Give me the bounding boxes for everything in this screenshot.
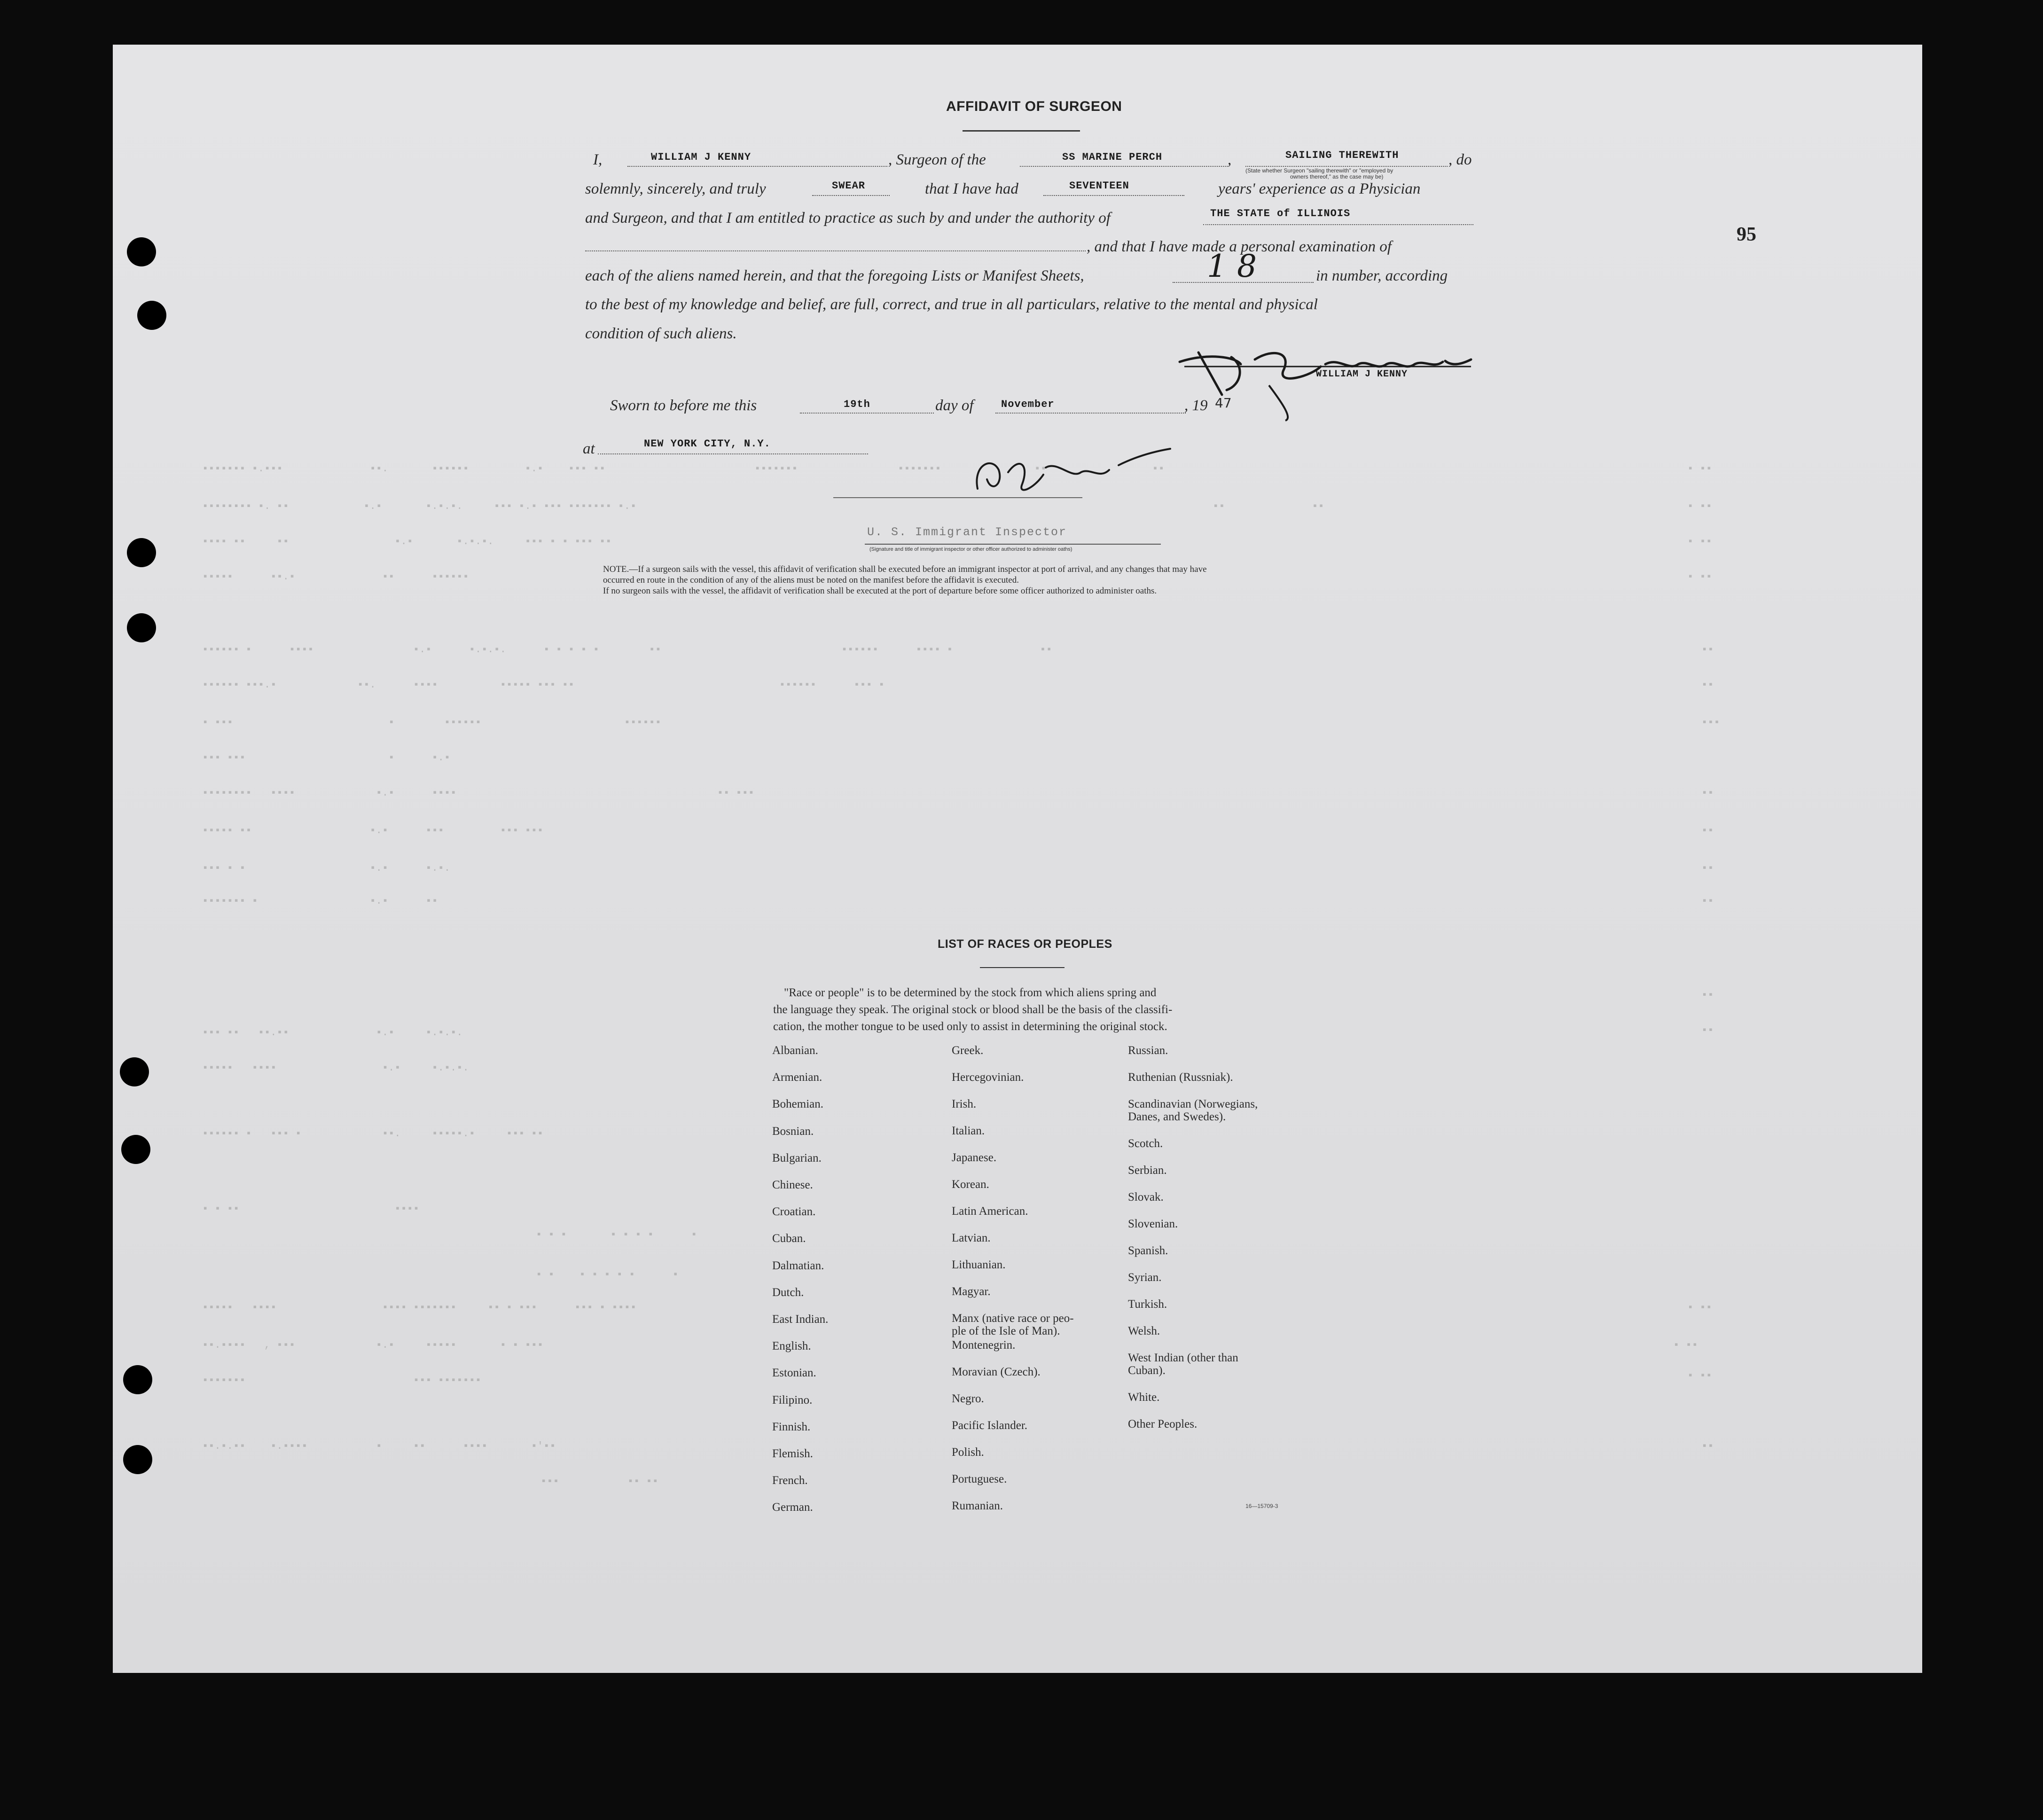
binder-hole: [121, 1135, 150, 1164]
race-item: Montenegrin.: [952, 1339, 1016, 1351]
race-item: Scotch.: [1128, 1137, 1163, 1150]
affidavit-title: AFFIDAVIT OF SURGEON: [946, 99, 1122, 114]
race-item: Other Peoples.: [1128, 1418, 1198, 1430]
signature-typed-name: WILLIAM J KENNY: [1316, 369, 1408, 380]
i-label: I,: [593, 151, 603, 168]
binder-hole: [127, 237, 156, 266]
race-item: Korean.: [952, 1178, 989, 1191]
line2-b: that I have had: [925, 180, 1018, 197]
sworn-month: November: [1001, 398, 1055, 410]
race-item: Bosnian.: [772, 1125, 814, 1138]
race-item: Japanese.: [952, 1151, 997, 1164]
race-item: Slovak.: [1128, 1191, 1164, 1203]
line4: , and that I have made a personal examination of: [1087, 238, 1392, 255]
sailing-note-2: owners thereof," as the case may be): [1290, 173, 1384, 180]
race-item: Latvian.: [952, 1232, 991, 1244]
race-item: Syrian.: [1128, 1271, 1162, 1284]
race-item: Cuban.: [772, 1232, 806, 1245]
page-number: 95: [1737, 224, 1756, 245]
binder-hole: [127, 538, 156, 567]
inspector-signature: [963, 446, 1180, 503]
race-item: Welsh.: [1128, 1325, 1160, 1337]
years-blank: [1043, 195, 1184, 196]
races-intro-2: the language they speak. The original stock or blood shall be the basis of the classifi-: [773, 1003, 1173, 1016]
race-item: Filipino.: [772, 1394, 813, 1406]
race-item: Turkish.: [1128, 1298, 1167, 1311]
race-item: Scandinavian (Norwegians,: [1128, 1098, 1258, 1110]
binder-hole: [123, 1365, 152, 1394]
sailing-blank: [1245, 166, 1448, 167]
race-item: Polish.: [952, 1446, 984, 1459]
race-item: Estonian.: [772, 1367, 816, 1379]
race-item: Russian.: [1128, 1044, 1168, 1057]
binder-hole: [137, 301, 166, 330]
race-item: Dutch.: [772, 1286, 804, 1299]
inspector-caption: (Signature and title of immigrant inspector or other officer authorized to administer oaths): [869, 547, 1072, 552]
race-item: Irish.: [952, 1098, 977, 1110]
authority-blank: [1203, 224, 1473, 225]
race-item: East Indian.: [772, 1313, 829, 1326]
races-intro-1: "Race or people" is to be determined by the stock from which aliens spring and: [784, 986, 1157, 999]
race-item: Latin American.: [952, 1205, 1028, 1218]
race-item: Magyar.: [952, 1285, 991, 1298]
day-of-label: day of: [935, 397, 974, 414]
race-item: Albanian.: [772, 1044, 818, 1057]
sailing-status: SAILING THEREWITH: [1285, 149, 1399, 161]
race-item: Armenian.: [772, 1071, 822, 1084]
note-line-3: If no surgeon sails with the vessel, the affidavit of verification shall be executed at the port of departure before some officer authorized to administer oaths.: [603, 586, 1157, 596]
races-intro-3: cation, the mother tongue to be used only to assist in determining the original stock.: [773, 1020, 1167, 1033]
sworn-day: 19th: [844, 398, 870, 410]
sworn-label: Sworn to before me this: [610, 397, 757, 414]
sheets-count: 18: [1207, 248, 1267, 284]
authority: THE STATE of ILLINOIS: [1210, 208, 1351, 219]
surgeon-name: WILLIAM J KENNY: [651, 151, 751, 163]
note-line-1: NOTE.—If a surgeon sails with the vessel, this affidavit of verification shall be executed before an immigrant inspector at port of arrival, and any changes that may have: [603, 564, 1207, 574]
race-item: Manx (native race or peo-: [952, 1312, 1074, 1325]
surgeon-name-blank: [627, 166, 887, 167]
form-code: 16—15709-3: [1245, 1503, 1278, 1509]
line7: condition of such aliens.: [585, 325, 737, 342]
race-item: Portuguese.: [952, 1473, 1007, 1485]
sailing-note-1: (State whether Surgeon "sailing therewith" or "employed by: [1245, 167, 1393, 174]
line2-c: years' experience as a Physician: [1218, 180, 1421, 197]
surgeon-of-label: , Surgeon of the: [888, 151, 986, 168]
race-item: White.: [1128, 1391, 1160, 1404]
race-item: Chinese.: [772, 1179, 813, 1191]
location-blank: [598, 453, 868, 454]
inspector-signature-line: [833, 497, 1082, 498]
race-item: West Indian (other than: [1128, 1351, 1238, 1364]
race-item: Negro.: [952, 1392, 984, 1405]
race-item: Spanish.: [1128, 1244, 1168, 1257]
line6: to the best of my knowledge and belief, are full, correct, and true in all particulars, relative to the mental and physical: [585, 296, 1318, 313]
do-label: , do: [1448, 151, 1472, 168]
race-item: Danes, and Swedes).: [1128, 1110, 1226, 1123]
race-item: Lithuanian.: [952, 1258, 1006, 1271]
sworn-month-blank: [995, 413, 1186, 414]
race-item: Finnish.: [772, 1421, 811, 1433]
race-item: Serbian.: [1128, 1164, 1167, 1177]
year-prefix: , 19: [1184, 397, 1208, 414]
race-item: ple of the Isle of Man).: [952, 1325, 1060, 1337]
race-item: German.: [772, 1501, 813, 1514]
binder-hole: [123, 1445, 152, 1474]
binder-hole: [127, 613, 156, 642]
race-item: Bulgarian.: [772, 1152, 822, 1164]
races-title: LIST OF RACES OR PEOPLES: [938, 937, 1112, 951]
inspector-title: U. S. Immigrant Inspector: [867, 525, 1067, 539]
line5-a: each of the aliens named herein, and that the foregoing Lists or Manifest Sheets,: [585, 267, 1084, 284]
race-item: Dalmatian.: [772, 1259, 824, 1272]
race-item: Rumanian.: [952, 1500, 1003, 1512]
title-underline: [963, 130, 1080, 132]
line2-a: solemnly, sincerely, and truly: [585, 180, 766, 197]
race-item: Italian.: [952, 1125, 985, 1137]
race-item: English.: [772, 1340, 811, 1352]
line3-a: and Surgeon, and that I am entitled to practice as such by and under the authority of: [585, 210, 1111, 227]
vessel-name: SS MARINE PERCH: [1062, 151, 1163, 163]
race-item: Pacific Islander.: [952, 1419, 1028, 1432]
sworn-day-blank: [800, 413, 934, 414]
race-item: Bohemian.: [772, 1098, 824, 1110]
race-item: Slovenian.: [1128, 1218, 1178, 1230]
race-item: Greek.: [952, 1044, 984, 1057]
race-item: French.: [772, 1474, 808, 1487]
location: NEW YORK CITY, N.Y.: [644, 438, 771, 450]
at-label: at: [583, 440, 595, 457]
binder-hole: [120, 1057, 149, 1086]
authority-continued-blank: [585, 250, 1086, 251]
race-item: Ruthenian (Russniak).: [1128, 1071, 1233, 1084]
race-item: Croatian.: [772, 1205, 816, 1218]
oath-word: SWEAR: [832, 180, 866, 192]
race-item: Hercegovinian.: [952, 1071, 1024, 1084]
race-item: Moravian (Czech).: [952, 1366, 1041, 1378]
inspector-title-line: [865, 544, 1161, 545]
line5-b: in number, according: [1316, 267, 1448, 284]
comma: ,: [1228, 151, 1232, 168]
vessel-blank: [1020, 166, 1228, 167]
note-line-2: occurred en route in the condition of any of the aliens must be noted on the manifest before the affidavit is executed.: [603, 575, 1019, 585]
races-title-underline: [980, 967, 1065, 968]
oath-blank: [812, 195, 890, 196]
race-item: Cuban).: [1128, 1364, 1166, 1377]
years-experience: SEVENTEEN: [1069, 180, 1129, 192]
race-item: Flemish.: [772, 1447, 813, 1460]
year-suffix: 47: [1215, 395, 1232, 411]
